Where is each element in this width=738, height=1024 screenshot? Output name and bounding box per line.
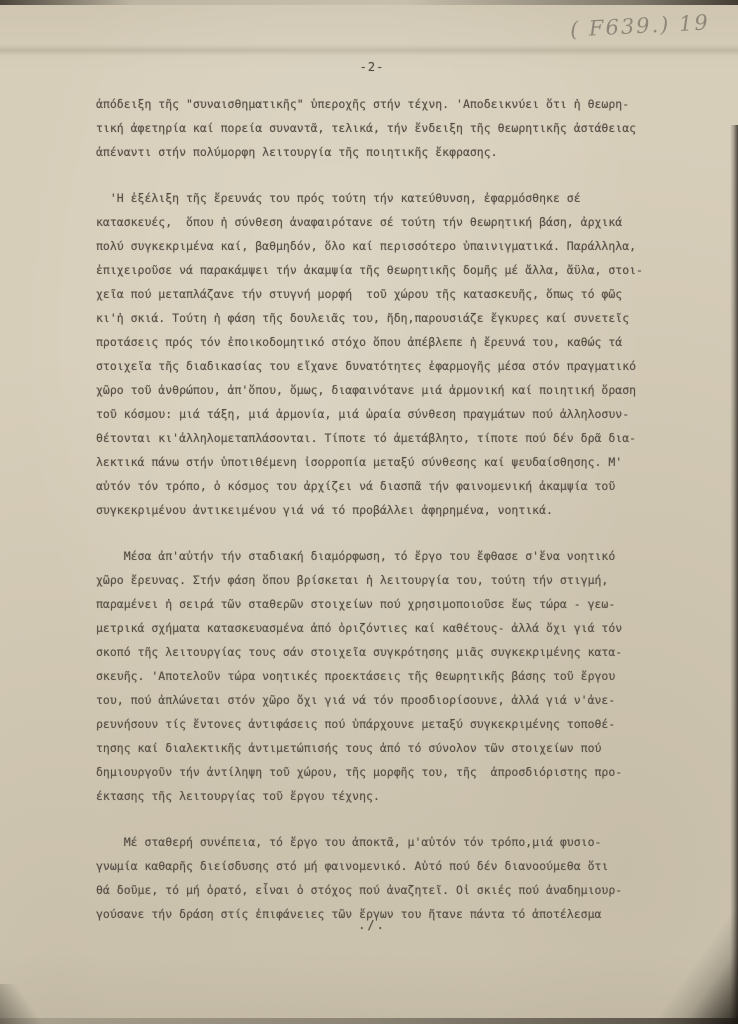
text-line: ἀπόδειξη τῆς "συναισθηματικῆς" ὑπεροχῆς στήν τέχνη. 'Αποδεικνύει ὅτι ἡ θεωρη- — [96, 97, 630, 111]
text-line: χεῖα πού μεταπλάζανε τήν στυγνή μορφή τοῦ χώρου τῆς κατασκευῆς, ὅπως τό φῶς — [96, 287, 623, 301]
text-line: δημιουργοῦν τήν ἀντίληψη τοῦ χώρου, τῆς μορφῆς του, τῆς ἀπροσδιόριστης προ- — [96, 765, 623, 779]
text-line: τοῦ κόσμου: μιά τάξη, μιά ἁρμονία, μιά ὡραία σύνθεση πραγμάτων πού ἀλληλοσυν- — [96, 407, 630, 421]
paragraph — [96, 830, 662, 926]
text-line: προτάσεις πρός τόν ἐποικοδομητικό στόχο ὅπου ἀπέβλεπε ἡ ἔρευνά του, καθώς τά — [96, 335, 623, 349]
text-line: παραμένει ἡ σειρά τῶν σταθερῶν στοιχείων πού χρησιμοποιοῦσε ἕως τώρα - γεω- — [96, 597, 616, 611]
paragraph — [96, 544, 662, 808]
text-line: σκευῆς. 'Αποτελοῦν τώρα νοητικές προεκτάσεις τῆς θεωρητικῆς βάσης τοῦ ἔργου — [96, 669, 616, 683]
text-line: 'Η ἐξέλιξη τῆς ἔρευνάς του πρός τούτη τήν κατεύθυνση, ἐφαρμόσθηκε σέ — [96, 191, 581, 205]
text-line: πολύ συγκεκριμένα καί, βαθμηδόν, ὅλο καί περισσότερο ὑπαινιγματικά. Παράλληλα, — [96, 239, 637, 253]
text-line: Μέσα ἀπ'αὐτήν τήν σταδιακή διαμόρφωση, τό ἔργο του ἔφθασε σ'ἕνα νοητικό — [96, 549, 616, 563]
text-line: ρευνήσουν τίς ἔντονες ἀντιφάσεις πού ὑπάρχουνε μεταξύ συγκεκριμένης τοποθέ- — [96, 717, 616, 731]
text-line: ἐπιχειροῦσε νά παρακάμψει τήν ἀκαμψία τῆς θεωρητικῆς δομῆς μέ ἄλλα, ἄϋλα, στοι- — [96, 263, 643, 277]
text-line: σκοπό τῆς λειτουργίας τους σάν στοιχεῖα συγκρότησης μιᾶς συγκεκριμένης κατα- — [96, 645, 623, 659]
text-line: συγκεκριμένου ἀντικειμένου γιά νά τό προβάλλει ἀφηρημένα, νοητικά. — [96, 503, 553, 517]
text-line: κατασκευές, ὅπου ἡ σύνθεση ἀναφαιρότανε σέ τούτη τήν θεωρητική βάση, ἀρχικά — [96, 215, 623, 229]
scan-edge-right — [730, 125, 738, 1024]
text-line: λεκτικά πάνω στήν ὑποτιθέμενη ἰσορροπία μεταξύ σύνθεσης καί ψευδαίσθησης. Μ' — [96, 455, 623, 469]
paragraph — [96, 92, 662, 164]
footer-continuation-mark: ./. — [358, 918, 386, 932]
handwritten-annotation: ( F639.) 19 — [569, 10, 711, 42]
text-line: χῶρο ἔρευνας. Στήν φάση ὅπου βρίσκεται ἡ λειτουργία του, τούτη τήν στιγμή, — [96, 573, 609, 587]
text-line: χῶρο τοῦ ἀνθρώπου, ἀπ'ὅπου, ὅμως, διαφαινότανε μιά ἁρμονική καί ποιητική ὅραση — [96, 383, 637, 397]
text-line: γνωμία καθαρῆς διείσδυσης στό μή φαινομενικό. Αὐτό πού δέν διανοούμεθα ὅτι — [96, 859, 609, 873]
scan-corner-bottom-left — [0, 984, 70, 1024]
text-line: μετρικά σχήματα κατασκευασμένα ἀπό ὁριζόντιες καί καθέτους- ἀλλά ὄχι γιά τόν — [96, 621, 623, 635]
text-line: έκτασης τῆς λειτουργίας τοῦ ἔργου τέχνης. — [96, 789, 380, 803]
text-line: θά δοῦμε, τό μή ὁρατό, εἶναι ὁ στόχος πού ἀναζητεῖ. Οἱ σκιές πού ἀναδημιουρ- — [96, 883, 623, 897]
text-line: στοιχεῖα τῆς διαδικασίας του εἴχανε δυνατότητες ἐφαρμογῆς μέσα στόν πραγματικό — [96, 359, 637, 373]
text-line: τική ἀφετηρία καί πορεία συναντᾶ, τελικά, τήν ἔνδειξη τῆς θεωρητικῆς ἀστάθειας — [96, 121, 637, 135]
text-line: κι'ἡ σκιά. Τούτη ἡ φάση τῆς δουλειᾶς του, ἤδη,παρουσιάζε ἔγκυρες καί συνετεῖς — [96, 311, 630, 325]
text-line: γούσανε τήν δράση στίς ἐπιφάνειες τῶν ἔργων του ἤτανε πάντα τό ἀποτέλεσμα — [96, 907, 602, 921]
document-body — [96, 92, 662, 948]
text-line: του, πού ἁπλώνεται στόν χῶρο ὄχι γιά νά τόν προσδιορίσουνε, ἀλλά γιά ν'ἀνε- — [96, 693, 616, 707]
scan-edge-top — [0, 0, 738, 5]
text-line: αὐτόν τόν τρόπο, ὁ κόσμος του ἀρχίζει νά διασπᾶ τήν φαινομενική ἀκαμψία τοῦ — [96, 479, 616, 493]
text-line: θέτονται κι'ἀλληλομεταπλάσονται. Τίποτε τό ἀμετάβλητο, τίποτε πού δέν δρᾶ δια- — [96, 431, 637, 445]
page-number: -2- — [359, 60, 385, 74]
paper-crease — [0, 44, 738, 56]
text-line: Μέ σταθερή συνέπεια, τό ἔργο του ἀποκτᾶ, μ'αὐτόν τόν τρόπο,μιά φυσιο- — [96, 835, 602, 849]
paragraph — [96, 186, 662, 522]
text-line: ἀπέναντι στήν πολύμορφη λειτουργία τῆς ποιητικῆς ἔκφρασης. — [96, 145, 498, 159]
text-line: τησης καί διαλεκτικῆς ἀντιμετώπισής τους ἀπό τό σύνολον τῶν στοιχείων πού — [96, 741, 602, 755]
